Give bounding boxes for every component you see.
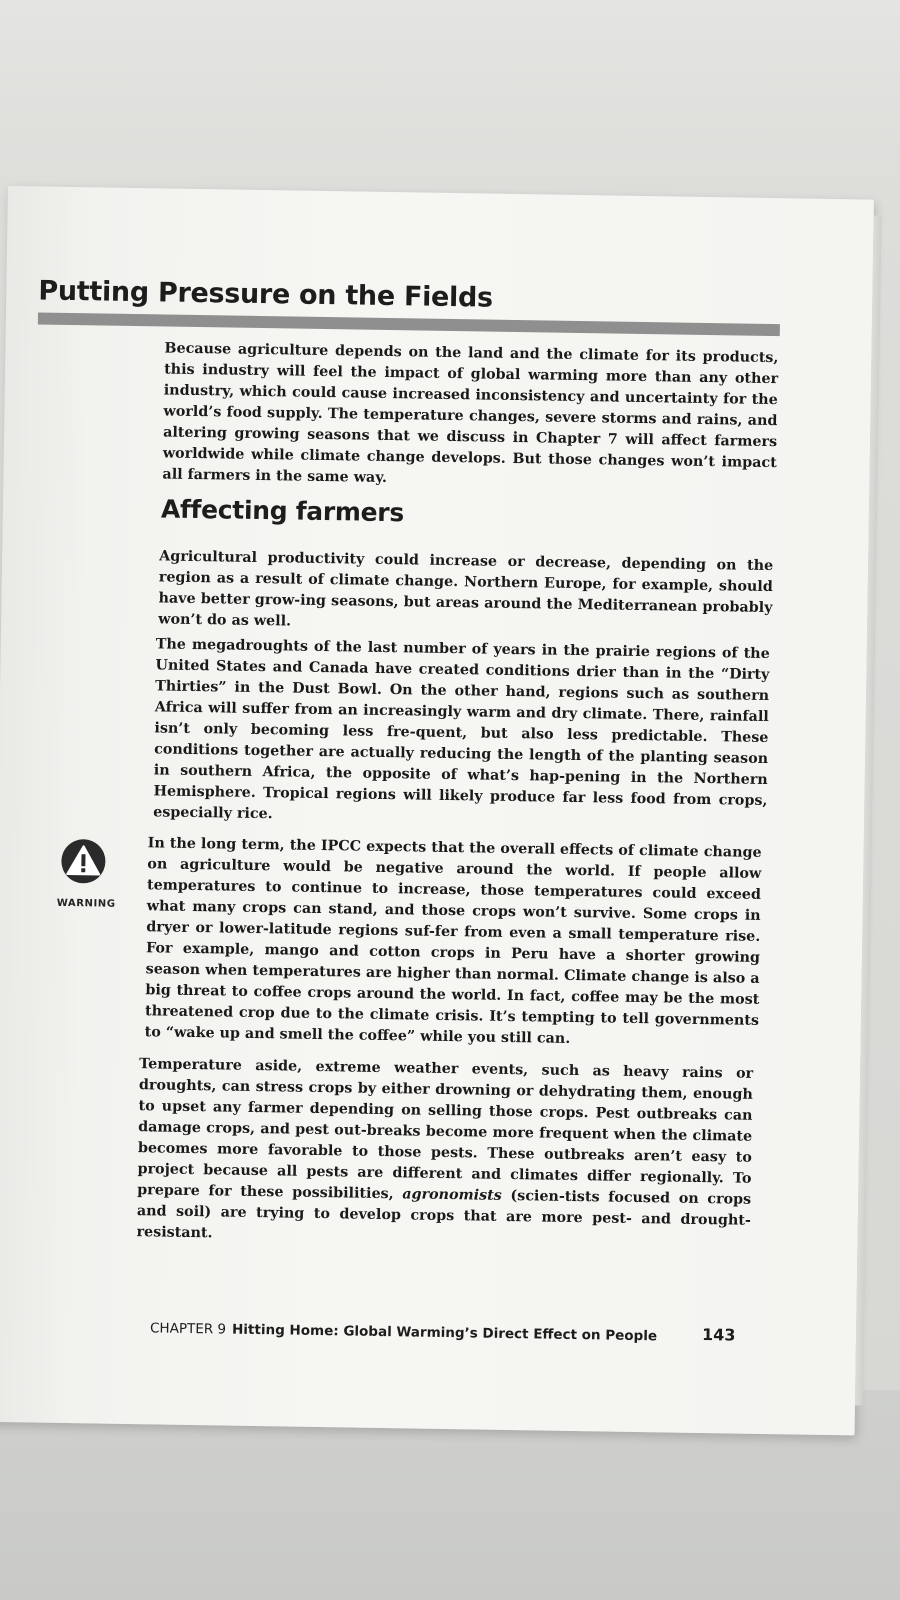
weather-text-start: Temperature aside, extreme weather events, such as heavy rains or droughts, can stress crops by either drowning or dehydrating them, enough to upset any farmer depending on selling those crops. Pest outbreaks can damage crops, and pest out-breaks become more frequent when the climate becomes more favorable to those pests. These outbreaks aren’t easy to project because all pests are different and climates differ regionally. To prepare for these possibilities, xyxy=(137,1056,754,1203)
footer-chapter: CHAPTER 9 xyxy=(149,1320,227,1338)
weather-text-end: (scien-tists focused on crops and soil) are trying to develop crops that are more pest- and drought-resistant. xyxy=(136,1187,752,1242)
footer-title: Hitting Home: Global Warming’s Direct Effect on People xyxy=(231,1321,658,1345)
subsection-title: Affecting farmers xyxy=(160,494,405,528)
paragraph-productivity: Agricultural productivity could increase or decrease, depending on the region as a result of climate change. Northern Europe, for example, should have better grow-ing seasons, but areas around the Mediterranean probably won’t do as well. xyxy=(158,548,774,630)
running-footer xyxy=(150,1320,750,1345)
section-title: Putting Pressure on the Fields xyxy=(38,275,494,314)
paragraph-intro: Because agriculture depends on the land and the climate for its products, this industry will feel the impact of global warming more than any other industry, which could cause increased inconsistency and uncertainty for the world’s food supply. The temperature changes, severe storms and rains, and altering growing seasons that we discuss in Chapter 7 will affect farmers worldwide while climate change develops. But those changes won’t impact all farmers in the same way. xyxy=(162,340,779,486)
book-page xyxy=(0,186,874,1435)
paragraph-megadroughts: The megadroughts of the last number of years in the prairie regions of the United States and Canada have created conditions drier than in the “Dirty Thirties” in the Dust Bowl. On the other hand, regions such as southern Africa will suffer from an increasingly warm and dry climate. There, rainfall isn’t only becoming less fre-quent, but also less predictable. These conditions together are actually reducing the length of the planting season in southern Africa, the opposite of what’s hap-pening in the Northern Hemisphere. Tropical regions will likely produce far less food from crops, especially rice. xyxy=(153,636,770,823)
page-edge xyxy=(855,216,882,1406)
paragraph-warning: In the long term, the IPCC expects that the overall effects of climate change on agriculture would be negative around the world. If people allow temperatures to continue to increase, those temperatures could exceed what many crops can stand, and those crops won’t survive. Some crops in dryer or lower-latitude regions suf-fer from even a small temperature rise. For example, mango and cotton crops in Peru have a shorter growing season when temperatures are higher than normal. Climate change is also a big threat to coffee crops around the world. In fact, coffee may be the most threatened crop due to the climate crisis. It’s tempting to tell governments to “wake up and smell the coffee” while you still can. xyxy=(144,835,762,1047)
warning-icon xyxy=(61,839,106,884)
paragraph-weather xyxy=(136,1054,753,1253)
warning-label: WARNING xyxy=(56,897,116,910)
page-number: 143 xyxy=(701,1325,736,1345)
term-agronomists: agronomists xyxy=(402,1186,502,1204)
